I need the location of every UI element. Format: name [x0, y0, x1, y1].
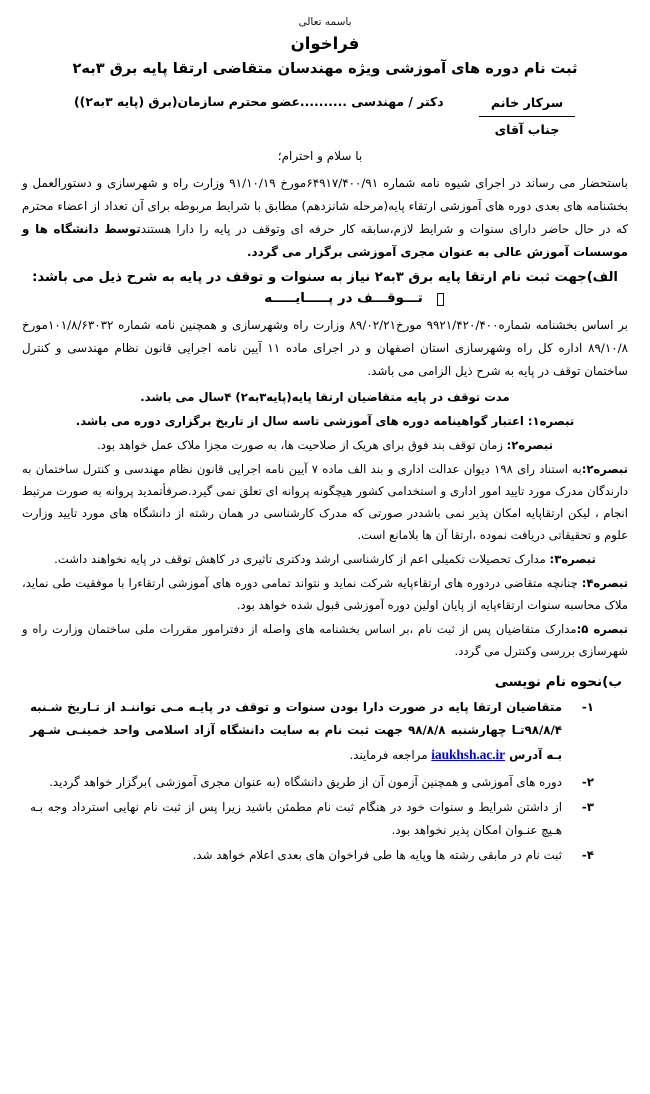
recipient-block: [22, 93, 628, 139]
note-item-1: [22, 410, 628, 432]
section-a-duration: [22, 386, 628, 408]
salutation-column: [468, 93, 586, 139]
note-text-5: چنانچه متقاضی دردوره های ارتقاءپایه شرکت نماید و نتواند تمامی دوره های آموزشی ارتقاءرا با موفقیت طی نماید، ملاک محاسبه سنوات ارتقاءپایه از پایان اولین دوره آموزشی قبول شده خواهد بود.: [22, 576, 628, 613]
list-item-marker-4: ۴-: [581, 847, 594, 862]
note-label-4: تبصره۳:: [549, 552, 596, 567]
section-b-heading: ب)نحوه نام نویسی: [494, 674, 622, 691]
note-item-5: [22, 572, 628, 616]
note-label-1: تبصره۱:: [527, 414, 575, 429]
section-a-body: بر اساس بخشنامه شماره۹۹۲۱/۴۲۰/۴۰۰ مورخ۸۹/۰۲/۲۱ وزارت راه وشهرسازی و همچنین نامه شماره ۱۰۱/۸/۶۳۰۳۲مورخ ۸۹/۱۰/۸ اداره کل راه وشهرسازی استان اصفهان و در اجرای ماده ۱۱ آیین نامه اجرایی قانون نظام مهندسی و کنترل ساختمان توقف در پایه به شرح ذیل الزامی می باشد.: [22, 318, 629, 379]
section-a-duration-text: مدت توقف در پایه متقاضیان ارتقا پایه(پایه۳به۲) ۴سال می باشد.: [140, 390, 510, 405]
salutation-divider: [479, 116, 575, 117]
note-label-3: تبصره۲:: [581, 462, 628, 477]
note-label-6: تبصره ۵:: [576, 622, 629, 637]
list-item-marker-3: ۳-: [581, 799, 594, 814]
note-text-4: مدارک تحصیلات تکمیلی اعم از کارشناسی ارشد ودکتری تاثیری در کاهش توقف در پایه نخواهند داشت.: [54, 552, 550, 567]
list-item-text-1-tail: مراجعه فرمایند.: [349, 748, 432, 763]
section-a-subheading: تـــوقـــف در پـــــایـــــه: [264, 291, 423, 307]
intro-paragraph-text: باستحضار می رساند در اجرای شیوه نامه شماره ۶۴۹۱۷/۴۰۰/۹۱مورخ ۹۱/۱۰/۱۹ وزارت راه و شهرسازی و دستورالعمل و بخشنامه های بعدی دوره های آموزشی ارتقاء پایه(مرحله شانزدهم) مطابق با شرایط مربوطه برای آن تعداد از اعضاء محترم که در حال حاضر دارای سنوات و شرایط لازم،سابقه کار حرفه ای وتوقف در پایه را دارا هستند: [22, 176, 628, 236]
section-a-heading: الف)جهت ثبت نام ارتقا پایه برق ۳به۲ نیاز به سنوات و توقف در پایه به شرح ذیل می باشد:: [32, 270, 618, 286]
note-text-2: زمان توقف بند فوق برای هریک از صلاحیت ها، به صورت مجزا ملاک عمل خواهد بود.: [97, 438, 507, 453]
salutation-female: سرکار خانم: [490, 95, 564, 110]
list-item: [30, 844, 594, 867]
list-item-marker-1: ۱-: [581, 700, 594, 715]
section-b-list: [22, 696, 628, 866]
greeting-line: با سلام و احترام؛: [277, 149, 363, 164]
basmaleh-line: باسمه تعالی: [298, 16, 352, 28]
registration-site-link[interactable]: iaukhsh.ac.ir: [431, 747, 505, 763]
square-bullet-icon: [437, 293, 444, 306]
list-item-text-4: ثبت نام در مابقی رشته ها وپایه ها طی فراخوان های بعدی اعلام خواهد شد.: [192, 847, 562, 862]
note-label-2: تبصره۲:: [506, 438, 553, 453]
list-item-text-2: دوره های آموزشی و همچنین آزمون آن از طریق دانشگاه (به عنوان مجری آموزشی )برگزار خواهد گردید.: [49, 774, 562, 789]
note-label-5: تبصره۴:: [581, 576, 628, 591]
page-title: فراخوان: [290, 34, 360, 53]
list-item-text-1-head: متقاضیان ارتقا پایه در صورت دارا بودن سنوات و توقف در پایـه مـی تواننـد از تـاریخ شـنبه ۹۸/۸/۴تـا چهارشنبه ۹۸/۸/۸ جهت ثبت نام به سایت دانشگاه آزاد اسلامی واحد خمینـی شـهر بـه آدرس: [30, 700, 562, 763]
note-text-1: اعتبار گواهینامه دوره های آموزشی تاسه سال از تاریخ برگزاری دوره می باشد.: [75, 414, 528, 429]
note-item-3: [22, 458, 628, 546]
section-a-notes-list: [22, 410, 628, 662]
list-item-marker-2: ۲-: [581, 774, 594, 789]
intro-paragraph-bold-tail: توسط دانشگاه ها و موسسات آموزش عالی به عنوان مجری آموزشی برگزار می گردد.: [22, 221, 628, 259]
list-item: [30, 771, 594, 794]
note-text-6: مدارک متقاضیان پس از ثبت نام ،بر اساس بخشنامه های واصله از دفترامور مقررات ملی ساختمان وزارت راه و شهرسازی بررسی وکنترل می گردد.: [22, 622, 628, 659]
list-item-text-1: [30, 696, 562, 768]
salutation-male: جناب آقای: [494, 121, 560, 137]
note-item-2: [22, 434, 628, 456]
note-item-4: [22, 548, 628, 570]
section-a-subheading-row: [22, 291, 628, 306]
list-item-text-3: از داشتن شرایط و سنوات خود در هنگام ثبت نام مطمئن باشید زیرا پس از ثبت نام نهایی استرداد وجه بـه هـیچ عنـوان امکان پذیر نخواهد بود.: [30, 799, 562, 837]
intro-paragraph: [22, 172, 628, 263]
page-subtitle: ثبت نام دوره های آموزشی ویژه مهندسان متقاضی ارتقا پایه برق ۳به۲: [72, 60, 578, 77]
list-item: [30, 796, 594, 842]
list-item: [30, 696, 594, 768]
addressee-line: دکتر / مهندسی ..........عضو محترم سازمان(برق (پایه ۳به۲)): [74, 94, 444, 109]
note-item-6: [22, 618, 628, 662]
note-text-3: به استناد رای ۱۹۸ دیوان عدالت اداری و بند الف ماده ۷ آیین نامه اجرایی قانون نظام مهندسی و کنترل ساختمان به دارندگان مدرک مورد تایید امور اداری و استخدامی کشور هیچگونه پروانه ای تعلق نمی گیرد.صرفأتمدید پروانه به صورت مرتبط انجام ، لیکن ارتقاپایه امکان پذیر نمی باشددر صورتی که مدرک کارشناسی در همان رشته از دانشگاه های مورد تایید وزارت علوم و تحقیقاتی دریافت نموده ،ارتقا آن ها بلامانع است.: [22, 462, 628, 543]
